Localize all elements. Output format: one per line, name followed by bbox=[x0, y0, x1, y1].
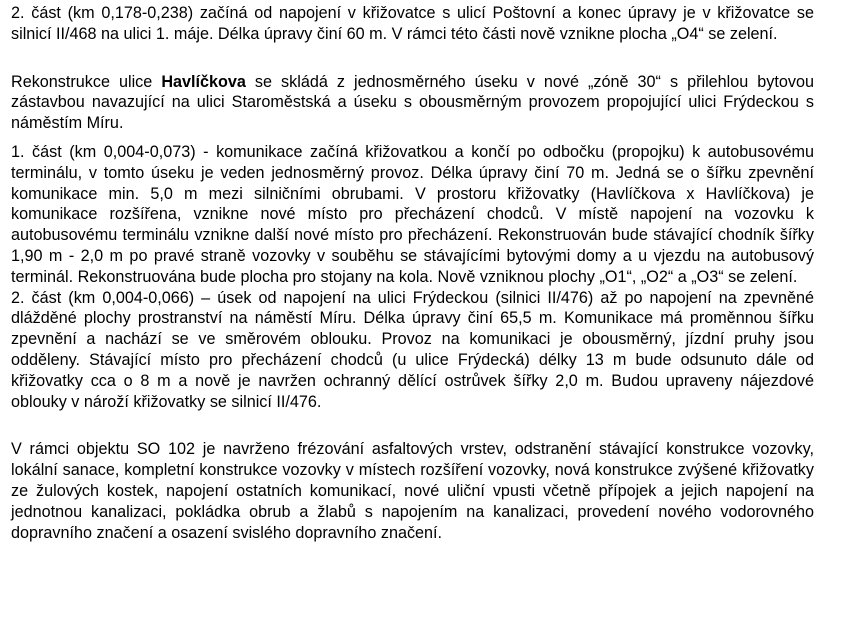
intro-text-after: se skládá z jednosměrného úseku v nové „zóně 30“ s přilehlou bytovou zástavbou navazující na ulici Staroměstská a úseku s obousměrným provozem propojující ulici Frýdeckou s náměstím Míru. bbox=[11, 72, 814, 133]
paragraph-so102: V rámci objektu SO 102 je navrženo frézování asfaltových vrstev, odstranění stávající konstrukce vozovky, lokální sanace, kompletní konstrukce vozovky v místech rozšíření vozovky, nová konstrukce zvýšené křižovatky ze žulových kostek, napojení ostatních komunikací, nové uliční vpusti včetně přípojek a jejich napojení na jednotnou kanalizaci, pokládka obrub a žlabů s napojením na kanalizaci, provedení nového vodorovného dopravního značení a osazení svislého dopravního značení. bbox=[11, 440, 814, 542]
street-name-bold: Havlíčkova bbox=[161, 72, 246, 91]
paragraph-havlíčkova-intro bbox=[11, 72, 814, 134]
paragraph-part1-havlíčkova: 1. část (km 0,004-0,073) - komunikace začíná křižovatkou a končí po odbočku (propojku) k autobusovému terminálu, v tomto úseku je veden jednosměrný provoz. Délka úpravy činí 70 m. Jedná se o šířku zpevnění komunikace min. 5,0 m mezi silničními obrubami. V prostoru křižovatky (Havlíčkova x Havlíčkova) je komunikace rozšířena, vznikne nové místo pro přecházení chodců. V místě napojení na vozovku k autobusovému terminálu vznikne další nové místo pro přecházení. Rekonstruován bude stávající chodník šířky 1,90 m - 2,0 m po pravé straně vozovky v souběhu se stávajícími bytovými domy a u vjezdu na autobusový terminál. Rekonstruována bude plocha pro stojany na kola. Nově vzniknou plochy „O1“, „O2“ a „O3“ se zelení. bbox=[11, 142, 814, 286]
paragraph-part2-poštovní: 2. část (km 0,178-0,238) začíná od napojení v křižovatce s ulicí Poštovní a konec úpravy je v křižovatce se silnicí II/468 na ulici 1. máje. Délka úpravy činí 60 m. V rámci této části nově vznikne plocha „O4“ se zelení. bbox=[11, 4, 814, 43]
intro-text-before: Rekonstrukce ulice bbox=[11, 72, 162, 91]
paragraph-part2-frýdecká: 2. část (km 0,004-0,066) – úsek od napojení na ulici Frýdeckou (silnici II/476) až po napojení na zpevněné dlážděné plochy prostranství na náměstí Míru. Délka úpravy činí 65,5 m. Komunikace má proměnnou šířku zpevnění a nachází se ve směrovém oblouku. Provoz na komunikaci je obousměrný, jízdní pruhy jsou odděleny. Stávající místo pro přecházení chodců (u ulice Frýdecká) délky 13 m bude odsunuto dále od křižovatky cca o 8 m a nově je navržen ochranný dělící ostrůvek šířky 2,0 m. Budou upraveny nájezdové oblouky v nároží křižovatky se silnicí II/476. bbox=[11, 288, 814, 411]
